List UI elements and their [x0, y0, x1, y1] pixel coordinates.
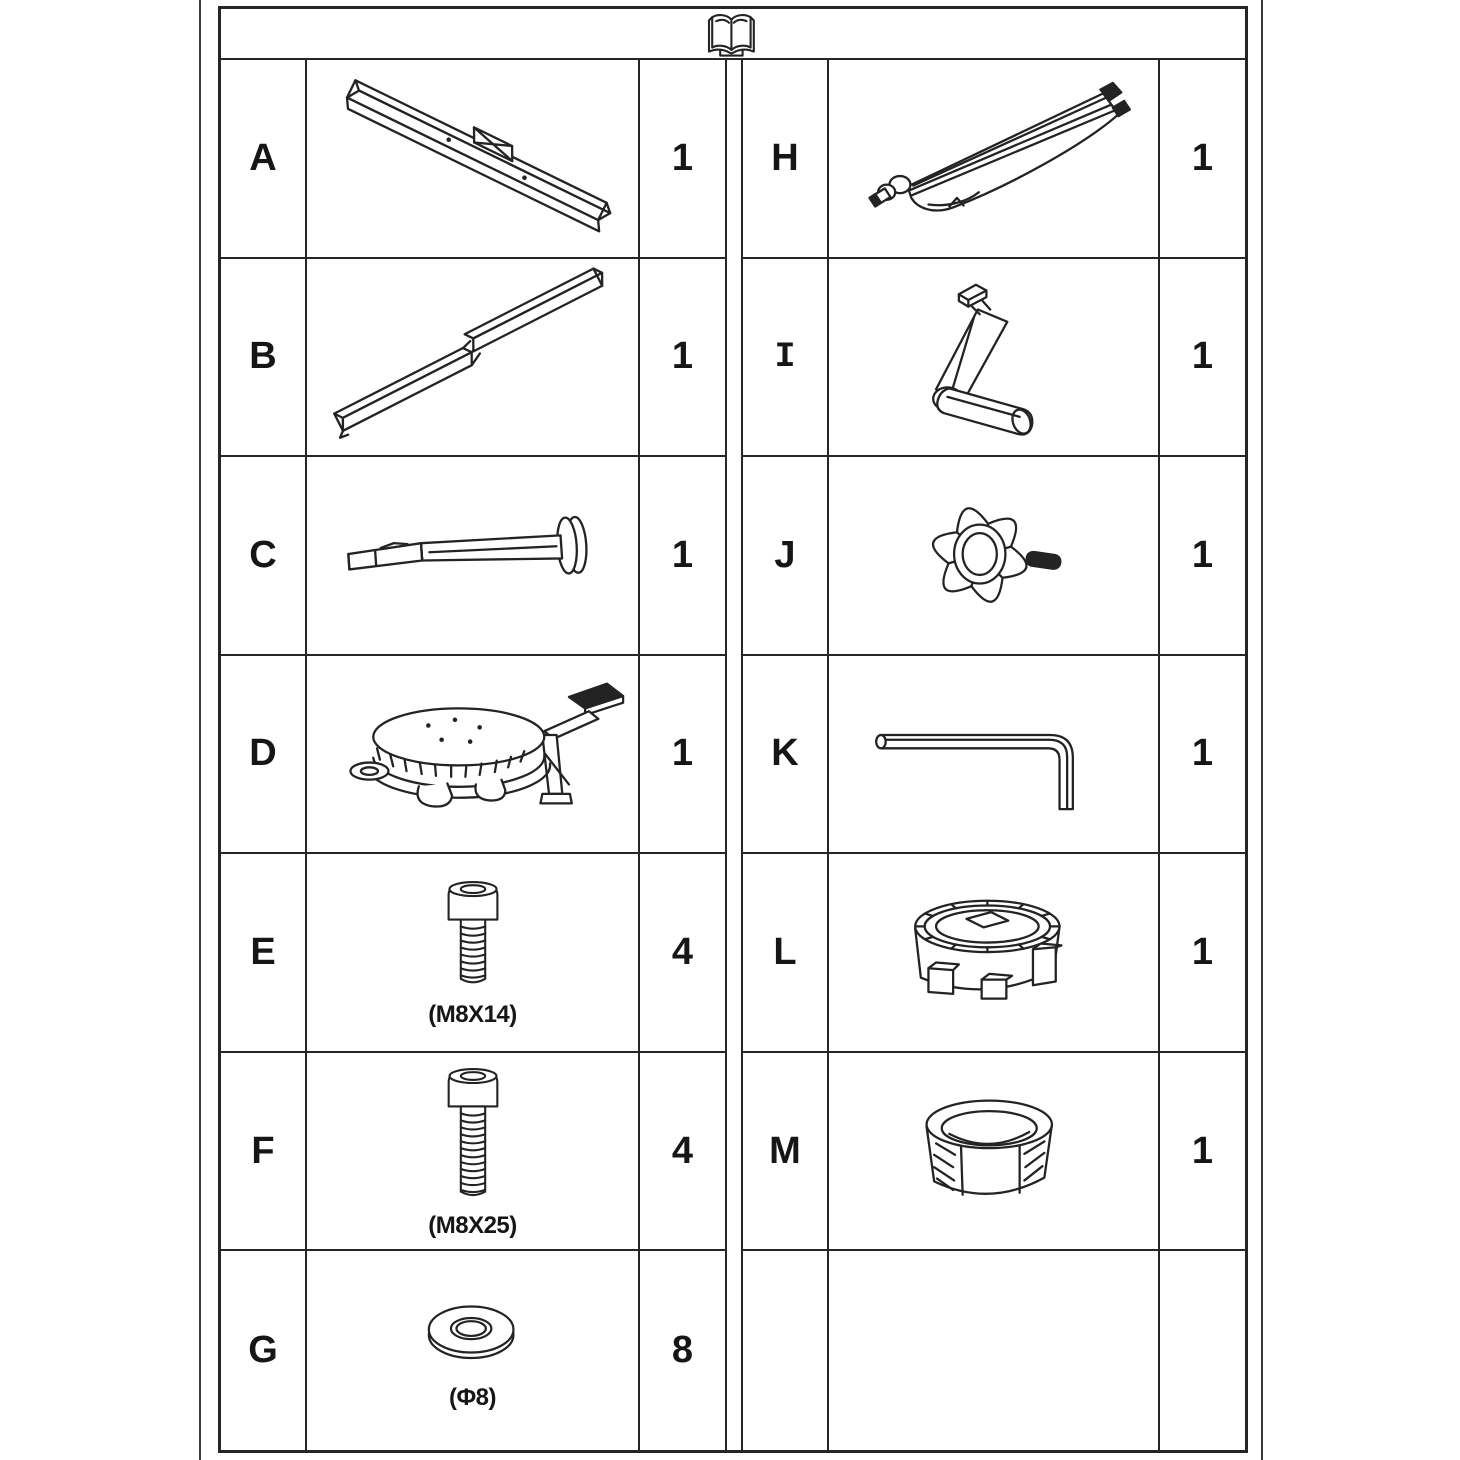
page-border-left [199, 0, 201, 1460]
part-qty: 4 [671, 1129, 694, 1172]
part-qty: 1 [671, 136, 694, 179]
part-qty: 1 [1191, 136, 1214, 179]
part-qty: 8 [671, 1329, 694, 1372]
cross-rail-icon [314, 65, 632, 251]
part-qty: 1 [671, 335, 694, 378]
open-book-icon [700, 10, 766, 58]
part-letter: L [743, 854, 829, 1051]
star-knob-icon [835, 460, 1153, 650]
part-drawing-cell [307, 1053, 640, 1250]
part-drawing-cell [829, 259, 1160, 456]
table-row [221, 457, 725, 656]
part-letter: B [221, 259, 307, 456]
part-letter: E [221, 854, 307, 1051]
part-drawing-cell [829, 457, 1160, 654]
part-drawing-cell [829, 854, 1160, 1051]
base-hub-icon [835, 858, 1153, 1048]
hex-collar-icon [835, 1056, 1153, 1246]
table-row [221, 1053, 725, 1252]
table-row [221, 259, 725, 458]
table-row [743, 1053, 1245, 1252]
table-row [743, 259, 1245, 458]
part-size-label: (M8X14) [428, 1001, 517, 1029]
part-qty: 1 [1191, 1129, 1214, 1172]
part-letter: F [221, 1053, 307, 1250]
part-qty: 1 [1191, 732, 1214, 775]
part-size-label: (M8X25) [428, 1211, 517, 1239]
part-drawing-cell [307, 854, 640, 1051]
table-row [743, 656, 1245, 855]
parts-list-frame [218, 6, 1248, 1453]
parts-table-right [741, 60, 1245, 1450]
part-drawing-cell [307, 457, 640, 654]
part-letter: I [743, 259, 829, 456]
part-drawing-cell [829, 1053, 1160, 1250]
tilt-base-icon [314, 659, 632, 849]
table-row [743, 1251, 1245, 1450]
part-letter: D [221, 656, 307, 853]
washer-icon [388, 1289, 558, 1381]
allen-wrench-icon [835, 659, 1153, 849]
part-qty: 1 [671, 533, 694, 576]
part-qty: 1 [1191, 533, 1214, 576]
part-letter: K [743, 656, 829, 853]
crank-handle-icon [835, 262, 1153, 452]
parts-table-left [221, 60, 727, 1450]
part-qty [1160, 1251, 1245, 1450]
part-qty: 4 [671, 931, 694, 974]
part-letter: C [221, 457, 307, 654]
part-drawing-cell [829, 1251, 1160, 1450]
table-gap [727, 60, 741, 1450]
part-letter: J [743, 457, 829, 654]
part-letter: H [743, 60, 829, 257]
base-rail-icon [314, 264, 632, 450]
part-letter: M [743, 1053, 829, 1250]
table-row [221, 854, 725, 1053]
part-letter [743, 1251, 829, 1450]
part-qty: 1 [671, 732, 694, 775]
part-drawing-cell [307, 259, 640, 456]
umbrella-canopy-icon [835, 63, 1153, 253]
page-border-right [1261, 0, 1263, 1460]
table-row [221, 1251, 725, 1450]
manual-header-strip [221, 9, 1245, 60]
part-drawing-cell [829, 60, 1160, 257]
part-letter: G [221, 1251, 307, 1450]
part-drawing-cell [307, 1251, 640, 1450]
part-qty: 1 [1191, 931, 1214, 974]
part-drawing-cell [829, 656, 1160, 853]
part-letter: A [221, 60, 307, 257]
table-row [743, 854, 1245, 1053]
part-drawing-cell [307, 60, 640, 257]
table-row [743, 457, 1245, 656]
part-size-label: (Φ8) [448, 1384, 497, 1412]
axle-rod-icon [314, 497, 632, 613]
bolt-long-icon [403, 1063, 543, 1209]
parts-tables [221, 60, 1245, 1450]
part-drawing-cell [307, 656, 640, 853]
table-row [221, 656, 725, 855]
part-qty: 1 [1191, 335, 1214, 378]
table-row [221, 60, 725, 259]
bolt-short-icon [403, 876, 543, 998]
table-row [743, 60, 1245, 259]
